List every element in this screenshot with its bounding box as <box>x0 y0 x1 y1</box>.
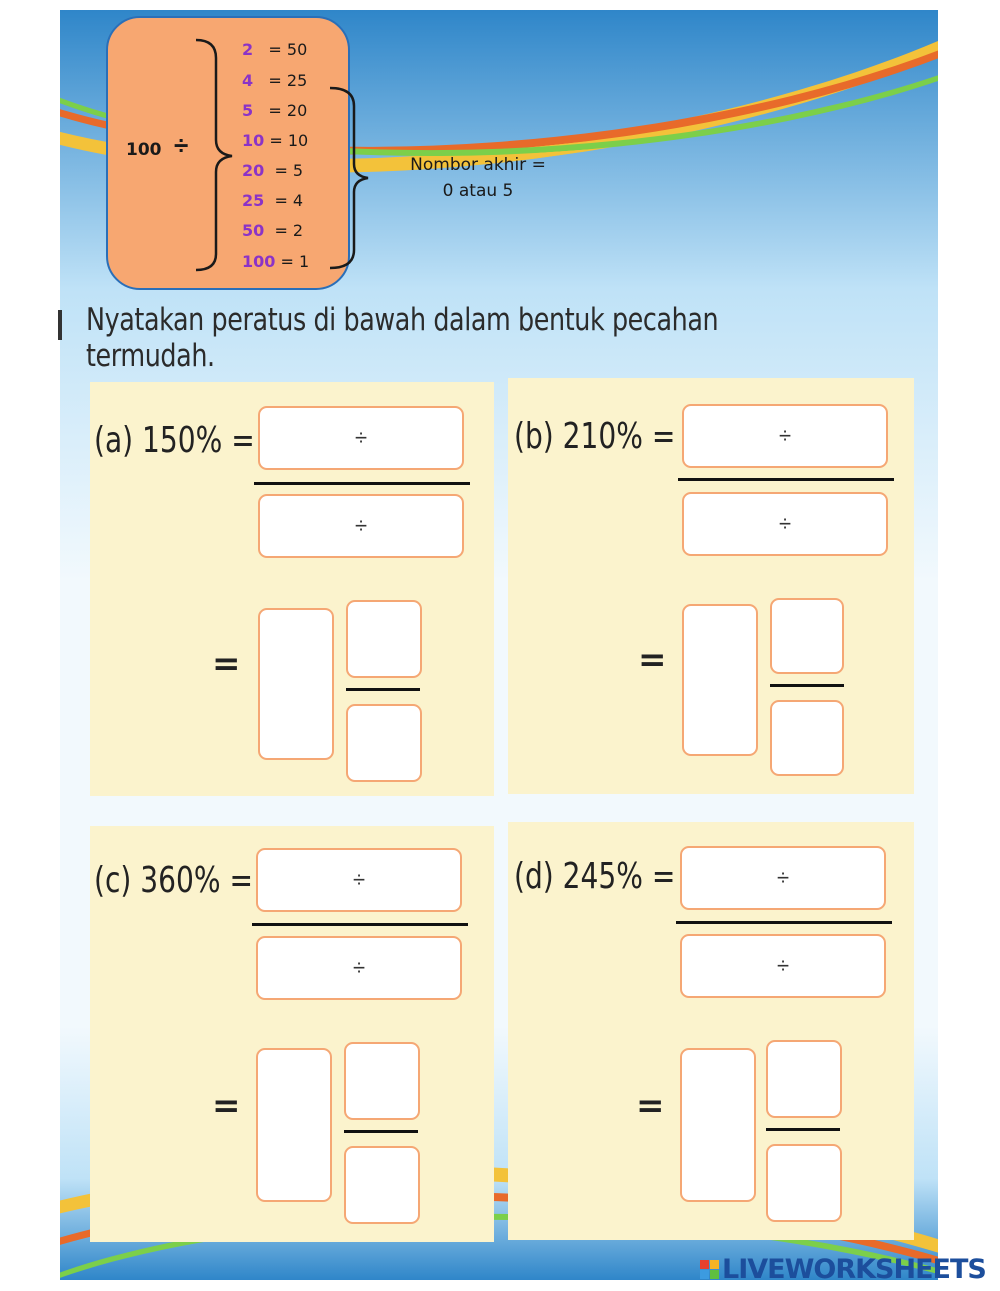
denominator-input[interactable] <box>346 704 422 782</box>
question-panel-c <box>90 826 494 1242</box>
denominator-input[interactable] <box>766 1144 842 1222</box>
denominator-input[interactable] <box>344 1146 420 1224</box>
question-label: (d) 245% = <box>514 856 676 897</box>
fraction-bar <box>678 478 894 481</box>
equals-sign: = <box>636 1086 665 1126</box>
margin-marker <box>58 310 62 340</box>
denominator-divide-input[interactable]: ÷ <box>256 936 462 1000</box>
question-label: (c) 360% = <box>94 860 254 901</box>
reference-row: 20 = 5 <box>242 161 304 180</box>
question-panel-b <box>508 378 914 794</box>
fraction-bar <box>252 923 468 926</box>
logo-text: LIVEWORKSHEETS <box>722 1254 986 1285</box>
fraction-bar <box>346 688 420 691</box>
whole-number-input[interactable] <box>680 1048 756 1202</box>
divisors-reference-box <box>106 16 350 290</box>
fraction-bar <box>770 684 844 687</box>
reference-dividend: 100 <box>126 140 162 160</box>
numerator-input[interactable] <box>346 600 422 678</box>
numerator-divide-input[interactable]: ÷ <box>680 846 886 910</box>
denominator-divide-input[interactable]: ÷ <box>680 934 886 998</box>
fraction-bar <box>254 482 470 485</box>
fraction-bar <box>766 1128 840 1131</box>
numerator-input[interactable] <box>344 1042 420 1120</box>
numerator-input[interactable] <box>766 1040 842 1118</box>
equals-sign: = <box>212 644 241 684</box>
denominator-divide-input[interactable]: ÷ <box>682 492 888 556</box>
denominator-input[interactable] <box>770 700 844 776</box>
reference-row: 25 = 4 <box>242 191 304 210</box>
right-brace-icon <box>326 80 386 276</box>
reference-row: 4 = 25 <box>242 71 308 90</box>
whole-number-input[interactable] <box>682 604 758 756</box>
numerator-divide-input[interactable]: ÷ <box>256 848 462 912</box>
numerator-divide-input[interactable]: ÷ <box>258 406 464 470</box>
question-panel-d <box>508 822 914 1240</box>
reference-row: 2 = 50 <box>242 40 308 59</box>
question-label: (b) 210% = <box>514 416 676 457</box>
fraction-bar <box>676 921 892 924</box>
whole-number-input[interactable] <box>256 1048 332 1202</box>
logo-grid-icon <box>700 1260 719 1279</box>
equals-sign: = <box>638 640 667 680</box>
reference-row: 5 = 20 <box>242 101 308 120</box>
question-label: (a) 150% = <box>94 420 255 461</box>
reference-row: 50 = 2 <box>242 221 304 240</box>
numerator-divide-input[interactable]: ÷ <box>682 404 888 468</box>
ending-digit-note: Nombor akhir = 0 atau 5 <box>410 155 546 201</box>
liveworksheets-logo <box>700 1254 986 1285</box>
instruction-text: Nyatakan peratus di bawah dalam bentuk pecahan termudah. <box>86 302 719 374</box>
reference-row: 10 = 10 <box>242 131 309 150</box>
question-panel-a <box>90 382 494 796</box>
divide-sign: ÷ <box>174 130 189 160</box>
equals-sign: = <box>212 1086 241 1126</box>
left-brace-icon <box>108 18 348 288</box>
whole-number-input[interactable] <box>258 608 334 760</box>
reference-row: 100 = 1 <box>242 252 310 271</box>
numerator-input[interactable] <box>770 598 844 674</box>
denominator-divide-input[interactable]: ÷ <box>258 494 464 558</box>
fraction-bar <box>344 1130 418 1133</box>
